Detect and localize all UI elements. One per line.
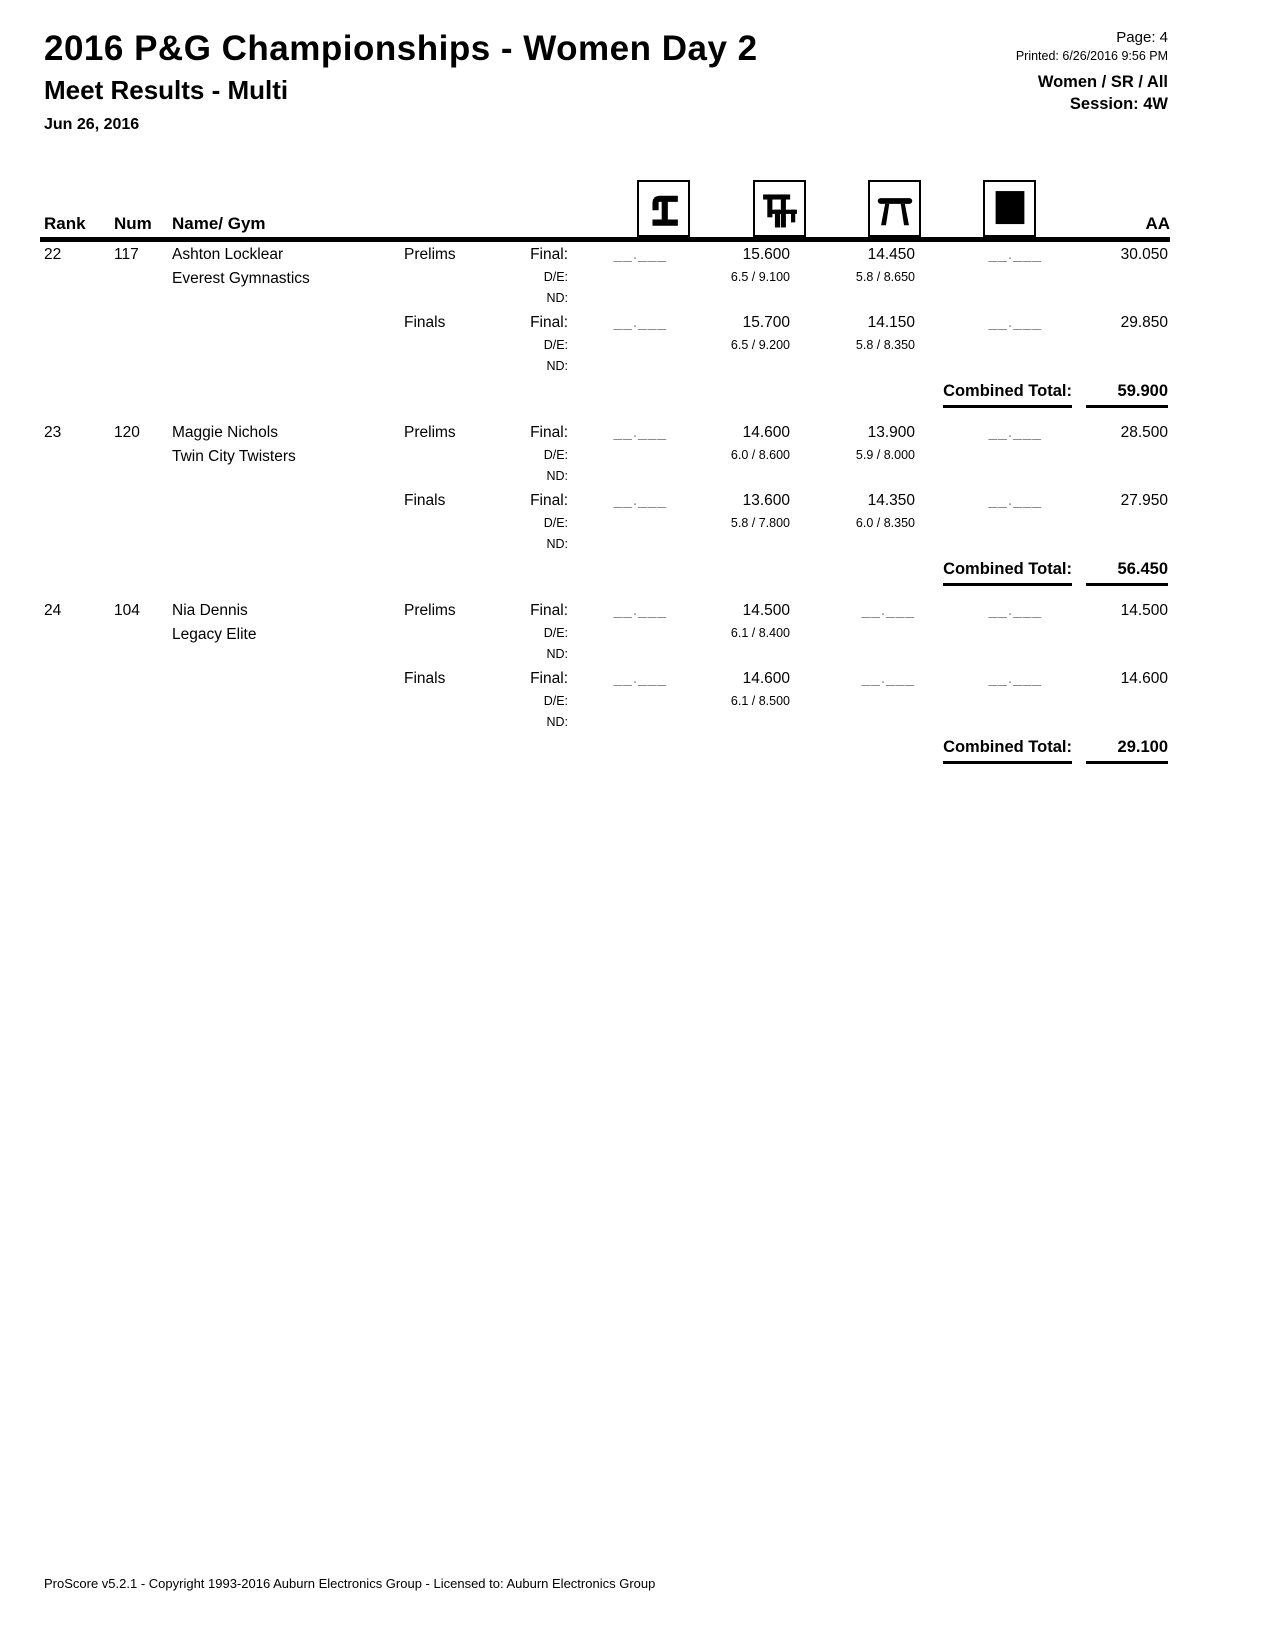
gym-name: Everest Gymnastics bbox=[172, 269, 310, 287]
combined-total-value: 56.450 bbox=[1086, 560, 1168, 586]
beam-de: 6.0 / 8.350 bbox=[855, 515, 915, 530]
final-label: Final: bbox=[530, 491, 568, 509]
bars-score: 14.600 bbox=[742, 669, 790, 687]
athlete-name: Ashton Locklear bbox=[172, 245, 284, 263]
combined-total-row bbox=[0, 738, 1275, 764]
nd-label: ND: bbox=[546, 714, 568, 729]
page-number: Page: 4 bbox=[1116, 29, 1168, 46]
finals-round-block bbox=[0, 670, 1275, 732]
combined-total-label: Combined Total: bbox=[943, 560, 1072, 586]
bars-de: 6.0 / 8.600 bbox=[730, 447, 790, 462]
aa-score: 14.600 bbox=[1120, 669, 1168, 687]
final-label: Final: bbox=[530, 313, 568, 331]
score-row bbox=[0, 424, 1275, 448]
print-meta bbox=[1016, 28, 1168, 116]
table-header bbox=[40, 178, 1170, 242]
prelims-round-block bbox=[0, 246, 1275, 308]
nd-row bbox=[0, 291, 1275, 308]
vault-score: __.___ bbox=[613, 601, 667, 619]
nd-row bbox=[0, 359, 1275, 376]
beam-de bbox=[790, 694, 915, 715]
final-label: Final: bbox=[530, 669, 568, 687]
floor-de bbox=[915, 516, 1042, 537]
vault-score: __.___ bbox=[613, 491, 667, 509]
vault-score: __.___ bbox=[613, 423, 667, 441]
beam-de bbox=[790, 626, 915, 647]
athlete-name: Maggie Nichols bbox=[172, 423, 278, 441]
beam-score: __.___ bbox=[861, 669, 915, 687]
de-row bbox=[0, 516, 1275, 537]
combined-total-row bbox=[0, 560, 1275, 586]
bars-score: 14.600 bbox=[742, 423, 790, 441]
athlete-result-block bbox=[0, 602, 1275, 764]
prelims-round-block bbox=[0, 424, 1275, 486]
floor-de bbox=[915, 626, 1042, 647]
athlete-result-block bbox=[0, 424, 1275, 586]
beam-score: 13.900 bbox=[867, 423, 915, 441]
bars-de: 6.5 / 9.100 bbox=[730, 269, 790, 284]
gym-name: Legacy Elite bbox=[172, 625, 257, 643]
beam-score: 14.350 bbox=[867, 491, 915, 509]
nd-label: ND: bbox=[546, 536, 568, 551]
rank-cell: 23 bbox=[44, 423, 62, 441]
de-label: D/E: bbox=[543, 693, 568, 708]
floor-score: __.___ bbox=[988, 491, 1042, 509]
beam-score: 14.450 bbox=[867, 245, 915, 263]
score-row bbox=[0, 670, 1275, 694]
bars-score: 15.600 bbox=[742, 245, 790, 263]
finals-round-block bbox=[0, 314, 1275, 376]
column-header-name-gym: Name/ Gym bbox=[172, 213, 266, 233]
score-row bbox=[0, 314, 1275, 338]
bars-de: 6.1 / 8.400 bbox=[730, 625, 790, 640]
division-label: Women / SR / All bbox=[1037, 73, 1168, 92]
nd-row bbox=[0, 715, 1275, 732]
nd-label: ND: bbox=[546, 290, 568, 305]
combined-total-value: 59.900 bbox=[1086, 382, 1168, 408]
bars-de: 6.1 / 8.500 bbox=[730, 693, 790, 708]
vault-de bbox=[568, 338, 667, 359]
session-label: Session: 4W bbox=[1069, 95, 1168, 114]
aa-score: 30.050 bbox=[1120, 245, 1168, 263]
results-table bbox=[0, 246, 1275, 764]
de-label: D/E: bbox=[543, 625, 568, 640]
bars-score: 14.500 bbox=[742, 601, 790, 619]
score-row bbox=[0, 246, 1275, 270]
rank-cell: 24 bbox=[44, 601, 62, 619]
floor-score: __.___ bbox=[988, 669, 1042, 687]
de-row bbox=[0, 694, 1275, 715]
round-label: Finals bbox=[404, 669, 446, 687]
prelims-round-block bbox=[0, 602, 1275, 664]
nd-row bbox=[0, 537, 1275, 554]
beam-de: 5.8 / 8.650 bbox=[855, 269, 915, 284]
floor-de bbox=[915, 694, 1042, 715]
athlete-result-block bbox=[0, 246, 1275, 408]
nd-row bbox=[0, 469, 1275, 486]
vault-de bbox=[568, 448, 667, 469]
floor-score: __.___ bbox=[988, 245, 1042, 263]
bars-score: 15.700 bbox=[742, 313, 790, 331]
vault-score: __.___ bbox=[613, 313, 667, 331]
rank-cell: 22 bbox=[44, 245, 62, 263]
de-row bbox=[0, 626, 1275, 647]
vault-de bbox=[568, 516, 667, 537]
round-label: Finals bbox=[404, 313, 446, 331]
aa-score: 29.850 bbox=[1120, 313, 1168, 331]
num-cell: 104 bbox=[114, 601, 140, 619]
score-row bbox=[0, 602, 1275, 626]
athlete-name: Nia Dennis bbox=[172, 601, 248, 619]
de-row bbox=[0, 270, 1275, 291]
aa-score: 28.500 bbox=[1120, 423, 1168, 441]
de-label: D/E: bbox=[543, 515, 568, 530]
floor-score: __.___ bbox=[988, 423, 1042, 441]
uneven-bars-icon bbox=[753, 180, 806, 237]
floor-de bbox=[915, 448, 1042, 469]
finals-round-block bbox=[0, 492, 1275, 554]
nd-row bbox=[0, 647, 1275, 664]
final-label: Final: bbox=[530, 245, 568, 263]
report-title: 2016 P&G Championships - Women Day 2 bbox=[44, 29, 758, 68]
aa-score: 14.500 bbox=[1120, 601, 1168, 619]
round-label: Finals bbox=[404, 491, 446, 509]
vault-score: __.___ bbox=[613, 245, 667, 263]
column-header-num: Num bbox=[114, 213, 152, 233]
combined-total-row bbox=[0, 382, 1275, 408]
combined-total-label: Combined Total: bbox=[943, 738, 1072, 764]
de-row bbox=[0, 338, 1275, 359]
printed-timestamp: Printed: 6/26/2016 9:56 PM bbox=[1015, 49, 1168, 64]
final-label: Final: bbox=[530, 423, 568, 441]
floor-de bbox=[915, 270, 1042, 291]
footer-credit: ProScore v5.2.1 - Copyright 1993-2016 Auburn Electronics Group - Licensed to: Auburn Electronics Group bbox=[44, 1576, 656, 1591]
combined-total-label: Combined Total: bbox=[943, 382, 1072, 408]
final-label: Final: bbox=[530, 601, 568, 619]
balance-beam-icon bbox=[868, 180, 921, 237]
vault-de bbox=[568, 626, 667, 647]
nd-label: ND: bbox=[546, 358, 568, 373]
report-subtitle: Meet Results - Multi bbox=[44, 74, 289, 105]
beam-de: 5.8 / 8.350 bbox=[855, 337, 915, 352]
floor-de bbox=[915, 338, 1042, 359]
column-header-aa: AA bbox=[1145, 213, 1170, 233]
de-label: D/E: bbox=[543, 337, 568, 352]
vault-score: __.___ bbox=[613, 669, 667, 687]
floor-score: __.___ bbox=[988, 313, 1042, 331]
bars-score: 13.600 bbox=[742, 491, 790, 509]
round-label: Prelims bbox=[404, 245, 456, 263]
vault-de bbox=[568, 694, 667, 715]
floor-score: __.___ bbox=[988, 601, 1042, 619]
bars-de: 6.5 / 9.200 bbox=[730, 337, 790, 352]
num-cell: 120 bbox=[114, 423, 140, 441]
aa-score: 27.950 bbox=[1120, 491, 1168, 509]
beam-score: __.___ bbox=[861, 601, 915, 619]
round-label: Prelims bbox=[404, 423, 456, 441]
de-row bbox=[0, 448, 1275, 469]
beam-de: 5.9 / 8.000 bbox=[855, 447, 915, 462]
floor-exercise-icon bbox=[983, 180, 1036, 237]
vault-de bbox=[568, 270, 667, 291]
round-label: Prelims bbox=[404, 601, 456, 619]
score-row bbox=[0, 492, 1275, 516]
bars-de: 5.8 / 7.800 bbox=[730, 515, 790, 530]
column-header-rank: Rank bbox=[44, 213, 86, 233]
beam-score: 14.150 bbox=[867, 313, 915, 331]
meet-date: Jun 26, 2016 bbox=[44, 115, 140, 133]
page-header bbox=[0, 0, 1275, 134]
num-cell: 117 bbox=[114, 245, 139, 263]
nd-label: ND: bbox=[546, 646, 568, 661]
vault-icon bbox=[637, 180, 690, 237]
nd-label: ND: bbox=[546, 468, 568, 483]
gym-name: Twin City Twisters bbox=[172, 447, 296, 465]
de-label: D/E: bbox=[543, 269, 568, 284]
de-label: D/E: bbox=[543, 447, 568, 462]
combined-total-value: 29.100 bbox=[1086, 738, 1168, 764]
